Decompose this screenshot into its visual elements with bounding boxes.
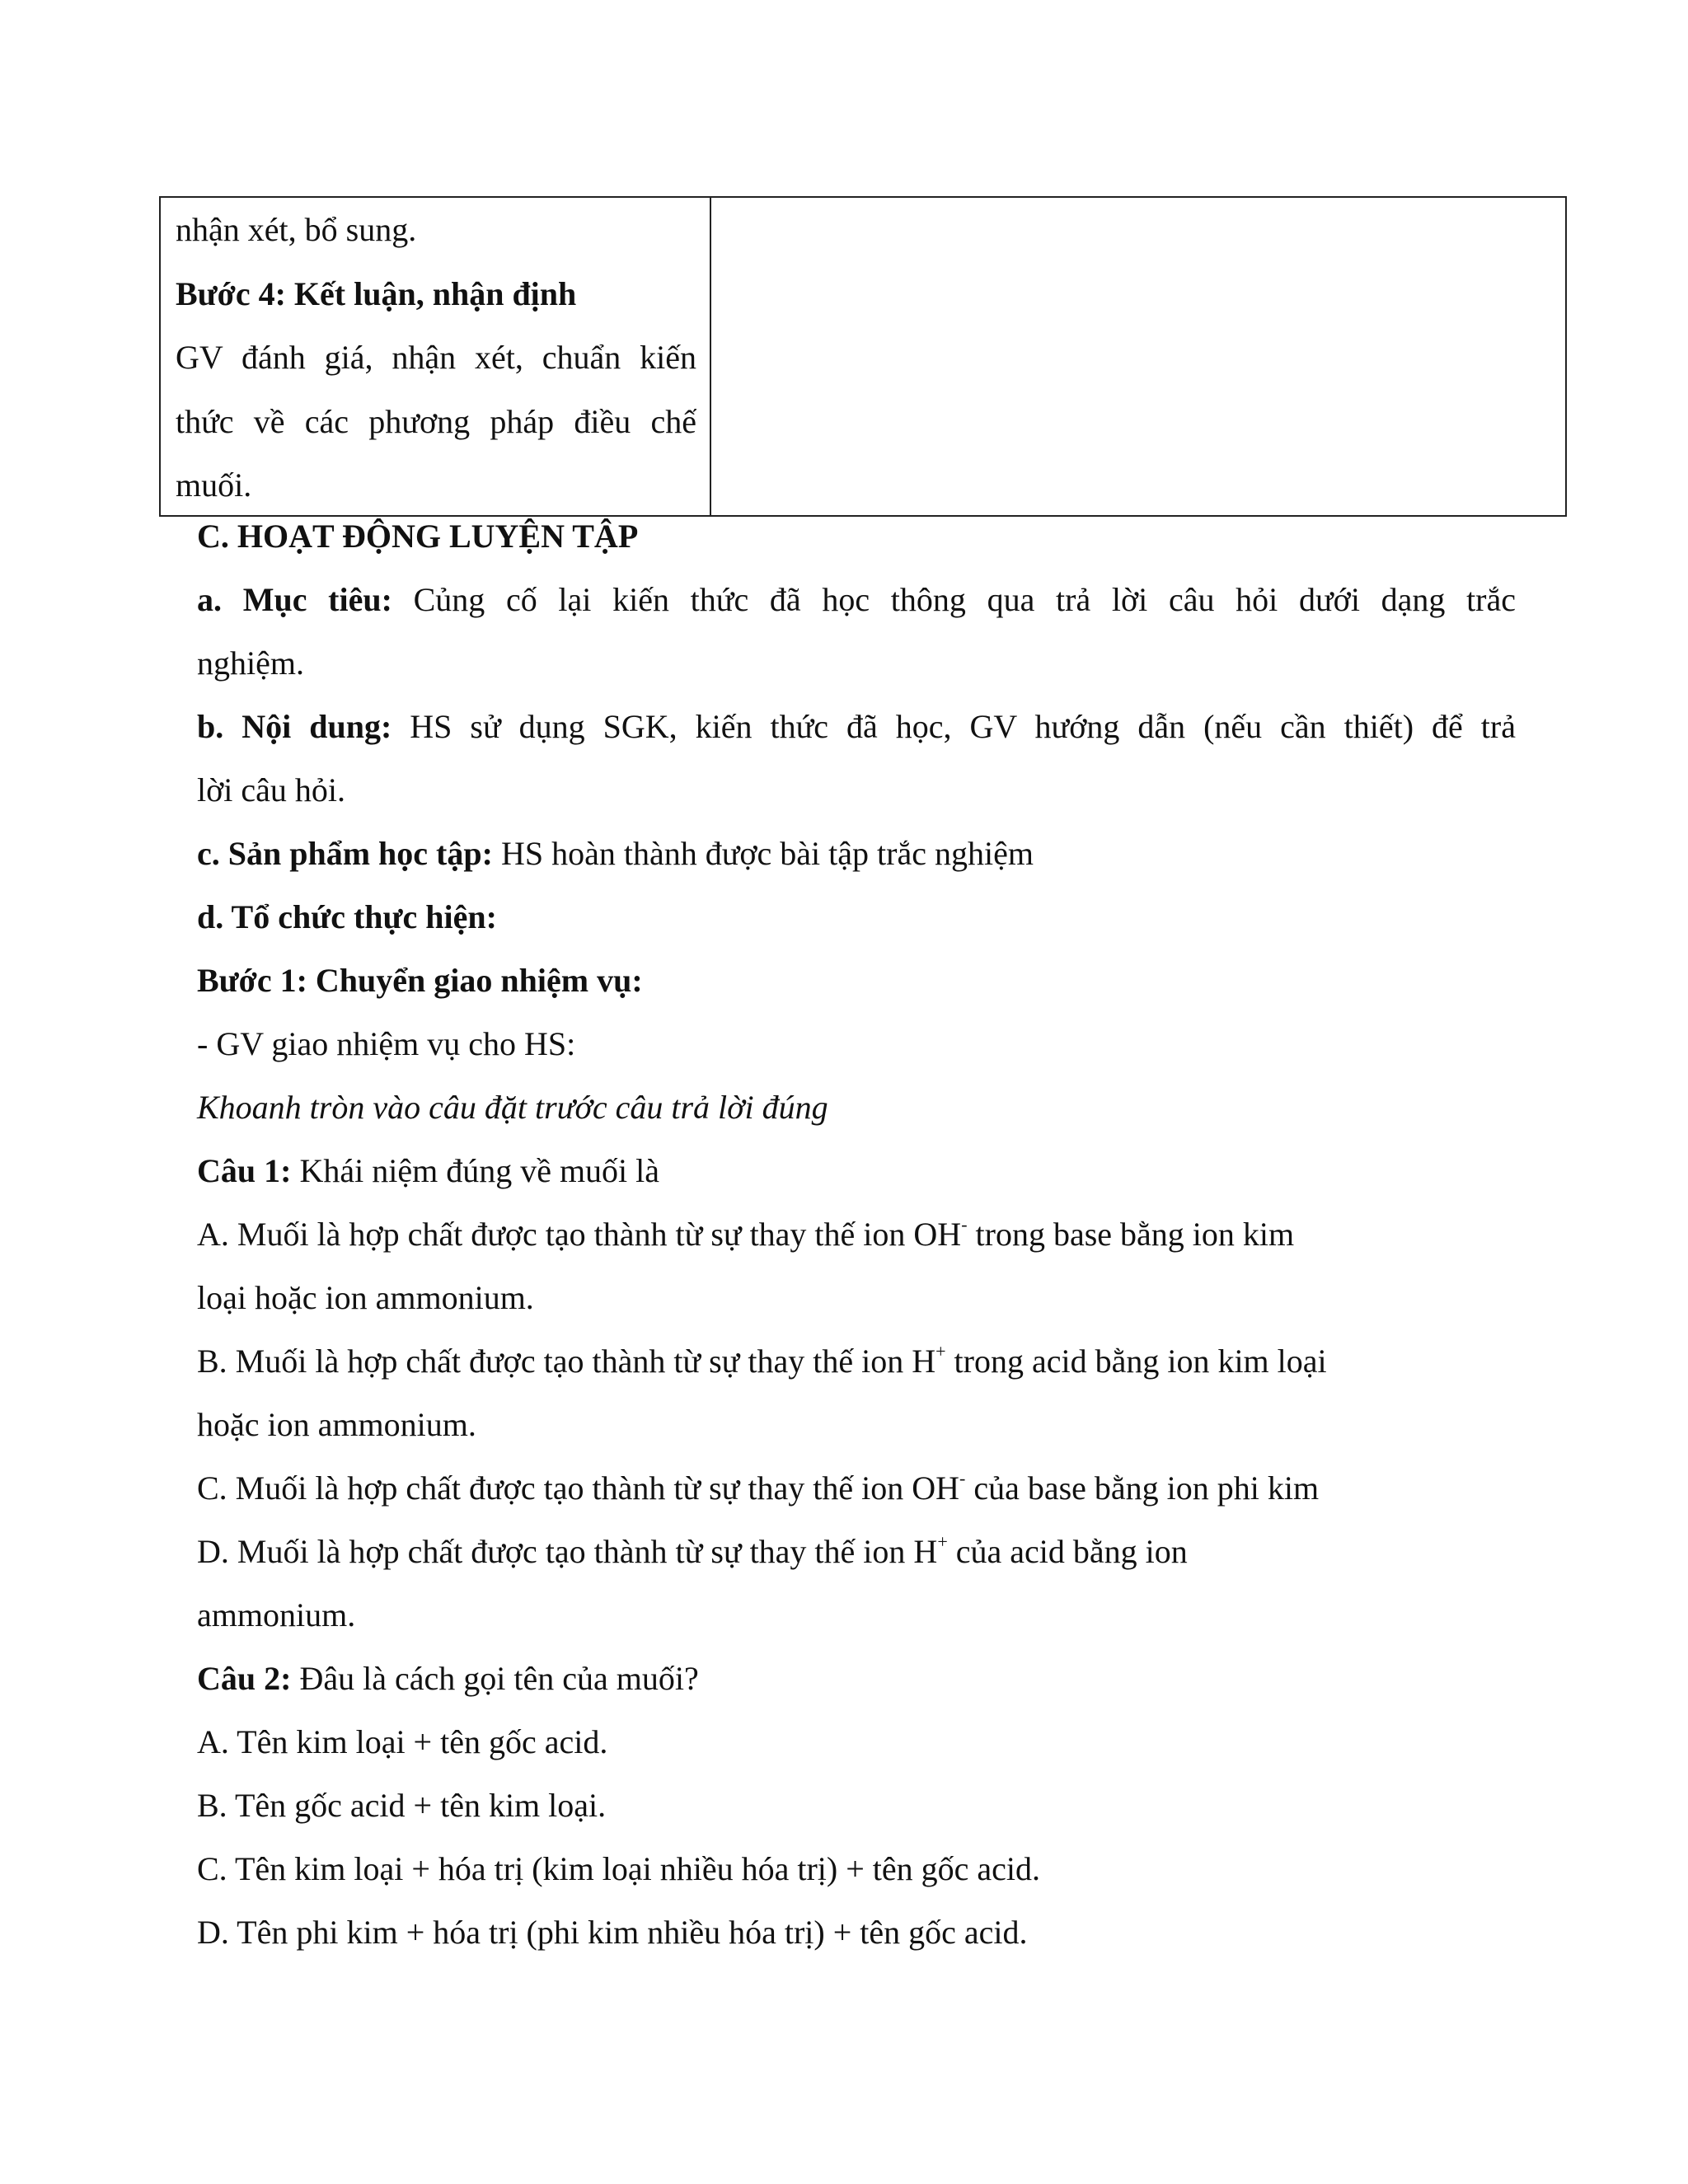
- q1-option-d: D. Muối là hợp chất được tạo thành từ sự thay thế ion H+ của acid bằng ion: [197, 1530, 1188, 1570]
- table-line: nhận xét, bổ sung.: [176, 211, 417, 248]
- table-right-cell: [711, 198, 1565, 515]
- gv-giao-line: - GV giao nhiệm vụ cho HS:: [197, 1025, 576, 1062]
- q1-option-a: A. Muối là hợp chất được tạo thành từ sự thay thế ion OH- trong base bằng ion kim: [197, 1213, 1295, 1253]
- q2-option-b: B. Tên gốc acid + tên kim loại.: [197, 1787, 607, 1824]
- q2-option-a: A. Tên kim loại + tên gốc acid.: [197, 1723, 608, 1760]
- muc-tieu-line-2: nghiệm.: [197, 644, 304, 682]
- noi-dung-line-2: lời câu hỏi.: [197, 771, 345, 808]
- q2-option-c: C. Tên kim loại + hóa trị (kim loại nhiều hóa trị) + tên gốc acid.: [197, 1850, 1041, 1887]
- buoc1-heading: Bước 1: Chuyển giao nhiệm vụ:: [197, 962, 643, 999]
- table-line-step4-heading: Bước 4: Kết luận, nhận định: [176, 274, 577, 312]
- to-chuc-heading: d. Tổ chức thực hiện:: [197, 898, 497, 935]
- table-line: thức về các phương pháp điều chế: [176, 402, 696, 440]
- table-line: GV đánh giá, nhận xét, chuẩn kiến: [176, 339, 696, 376]
- q1-option-c: C. Muối là hợp chất được tạo thành từ sự thay thế ion OH- của base bằng ion phi kim: [197, 1467, 1320, 1507]
- san-pham-line: c. Sản phẩm học tập: HS hoàn thành được bài tập trắc nghiệm: [197, 835, 1034, 872]
- muc-tieu-line: a. Mục tiêu: Củng cố lại kiến thức đã học thông qua trả lời câu hỏi dưới dạng trắc: [197, 581, 1516, 618]
- question-1: Câu 1: Khái niệm đúng về muối là: [197, 1152, 660, 1189]
- table-line: muối.: [176, 466, 252, 504]
- q1-option-b-cont: hoặc ion ammonium.: [197, 1406, 476, 1443]
- instruction-line: Khoanh tròn vào câu đặt trước câu trả lời đúng: [197, 1089, 828, 1126]
- section-heading: C. HOẠT ĐỘNG LUYỆN TẬP: [197, 518, 639, 555]
- q1-option-a-cont: loại hoặc ion ammonium.: [197, 1279, 534, 1316]
- q2-option-d: D. Tên phi kim + hóa trị (phi kim nhiều hóa trị) + tên gốc acid.: [197, 1914, 1028, 1951]
- question-2: Câu 2: Đâu là cách gọi tên của muối?: [197, 1660, 699, 1697]
- continuation-table: [159, 196, 1567, 517]
- q1-option-b: B. Muối là hợp chất được tạo thành từ sự thay thế ion H+ trong acid bằng ion kim loại: [197, 1340, 1327, 1380]
- noi-dung-line: b. Nội dung: HS sử dụng SGK, kiến thức đã học, GV hướng dẫn (nếu cần thiết) để trả: [197, 708, 1516, 745]
- document-body: [197, 504, 1516, 1964]
- q1-option-d-cont: ammonium.: [197, 1596, 356, 1633]
- table-left-cell: [161, 198, 711, 515]
